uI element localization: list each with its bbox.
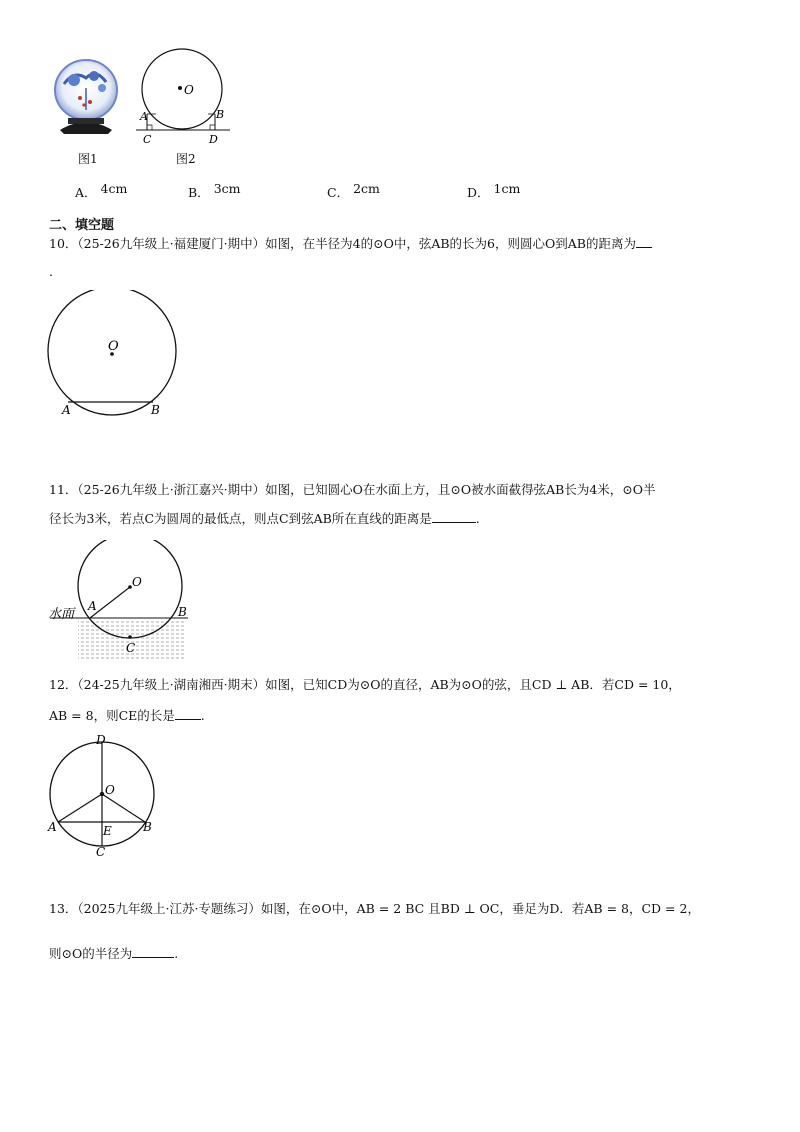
q12-label-E: E	[103, 824, 112, 838]
q12-label-C: C	[96, 845, 106, 859]
option-b	[188, 183, 241, 201]
option-a-letter: A．	[75, 185, 97, 200]
fig2-label-O: O	[184, 83, 194, 97]
q11-period: .	[475, 511, 480, 526]
option-a	[75, 183, 127, 201]
q12-answer-blank[interactable]	[175, 707, 201, 720]
option-d	[467, 183, 520, 201]
q11-text-line1: 11．（25-26九年级上·浙江嘉兴·期中）如图，已知圆心O在水面上方，且⊙O被水面截得弦AB长为4米，⊙O半	[49, 482, 656, 497]
option-d-value: 1cm	[493, 181, 521, 196]
q11-figure	[46, 540, 196, 664]
q11-text-line2	[49, 509, 480, 529]
q10-text-line2: .	[49, 264, 53, 279]
q12-label-O: O	[105, 783, 115, 797]
q12-label-D: D	[96, 733, 106, 747]
option-b-value: 3cm	[213, 181, 241, 196]
option-b-letter: B．	[188, 185, 210, 200]
q11-label-water: 水面	[48, 607, 75, 622]
figure-1-caption: 图1	[78, 152, 98, 166]
q13-text-line2	[49, 944, 178, 964]
q10-answer-blank[interactable]	[636, 235, 652, 248]
option-c	[327, 183, 380, 201]
figure-2-caption: 图2	[176, 152, 196, 166]
q13-answer-blank[interactable]	[132, 945, 174, 958]
q12-text-line1: 12．（24-25九年级上·湖南湘西·期末）如图，已知CD为⊙O的直径，AB为⊙O的弦，且CD ⊥ AB．若CD = 10，	[49, 677, 681, 692]
option-d-letter: D．	[467, 185, 490, 200]
q10-label-B: B	[151, 403, 160, 417]
option-c-value: 2cm	[353, 181, 380, 196]
q10-label-O: O	[108, 339, 119, 354]
fig2-label-D: D	[209, 133, 218, 146]
q13-stem: 则⊙O的半径为	[49, 946, 133, 961]
q10-figure	[44, 290, 184, 420]
fig2-label-B: B	[216, 108, 225, 121]
q13-text-line1: 13．（2025九年级上·江苏·专题练习）如图，在⊙O中，AB = 2 BC 且BD ⊥ OC，垂足为D．若AB = 8，CD = 2，	[49, 901, 700, 916]
q11-answer-blank[interactable]	[432, 510, 476, 523]
fig2-label-A: A	[140, 110, 148, 123]
figure-2-circle	[132, 48, 236, 148]
q11-label-O: O	[132, 575, 142, 589]
q12-figure	[44, 732, 164, 862]
q10-label-A: A	[62, 403, 71, 417]
section-title: 二、填空题	[49, 218, 115, 233]
q12-label-A: A	[48, 820, 57, 834]
q12-stem: AB = 8，则CE的长是	[49, 708, 175, 723]
plate-picture	[50, 58, 122, 136]
q11-label-C: C	[126, 641, 136, 655]
q11-label-B: B	[178, 605, 187, 619]
q10-text-line1	[49, 234, 652, 254]
q12-text-line2	[49, 706, 205, 726]
option-c-letter: C．	[327, 185, 350, 200]
q12-period: .	[200, 708, 205, 723]
option-a-value: 4cm	[100, 181, 128, 196]
q11-label-A: A	[88, 599, 97, 613]
q13-period: .	[174, 946, 179, 961]
q10-stem: 10．（25-26九年级上·福建厦门·期中）如图，在半径为4的⊙O中，弦AB的长为6，则圆心O到AB的距离为	[49, 236, 636, 251]
fig2-label-C: C	[143, 133, 152, 146]
q12-label-B: B	[143, 820, 152, 834]
q11-stem: 径长为3米，若点C为圆周的最低点，则点C到弦AB所在直线的距离是	[49, 511, 432, 526]
